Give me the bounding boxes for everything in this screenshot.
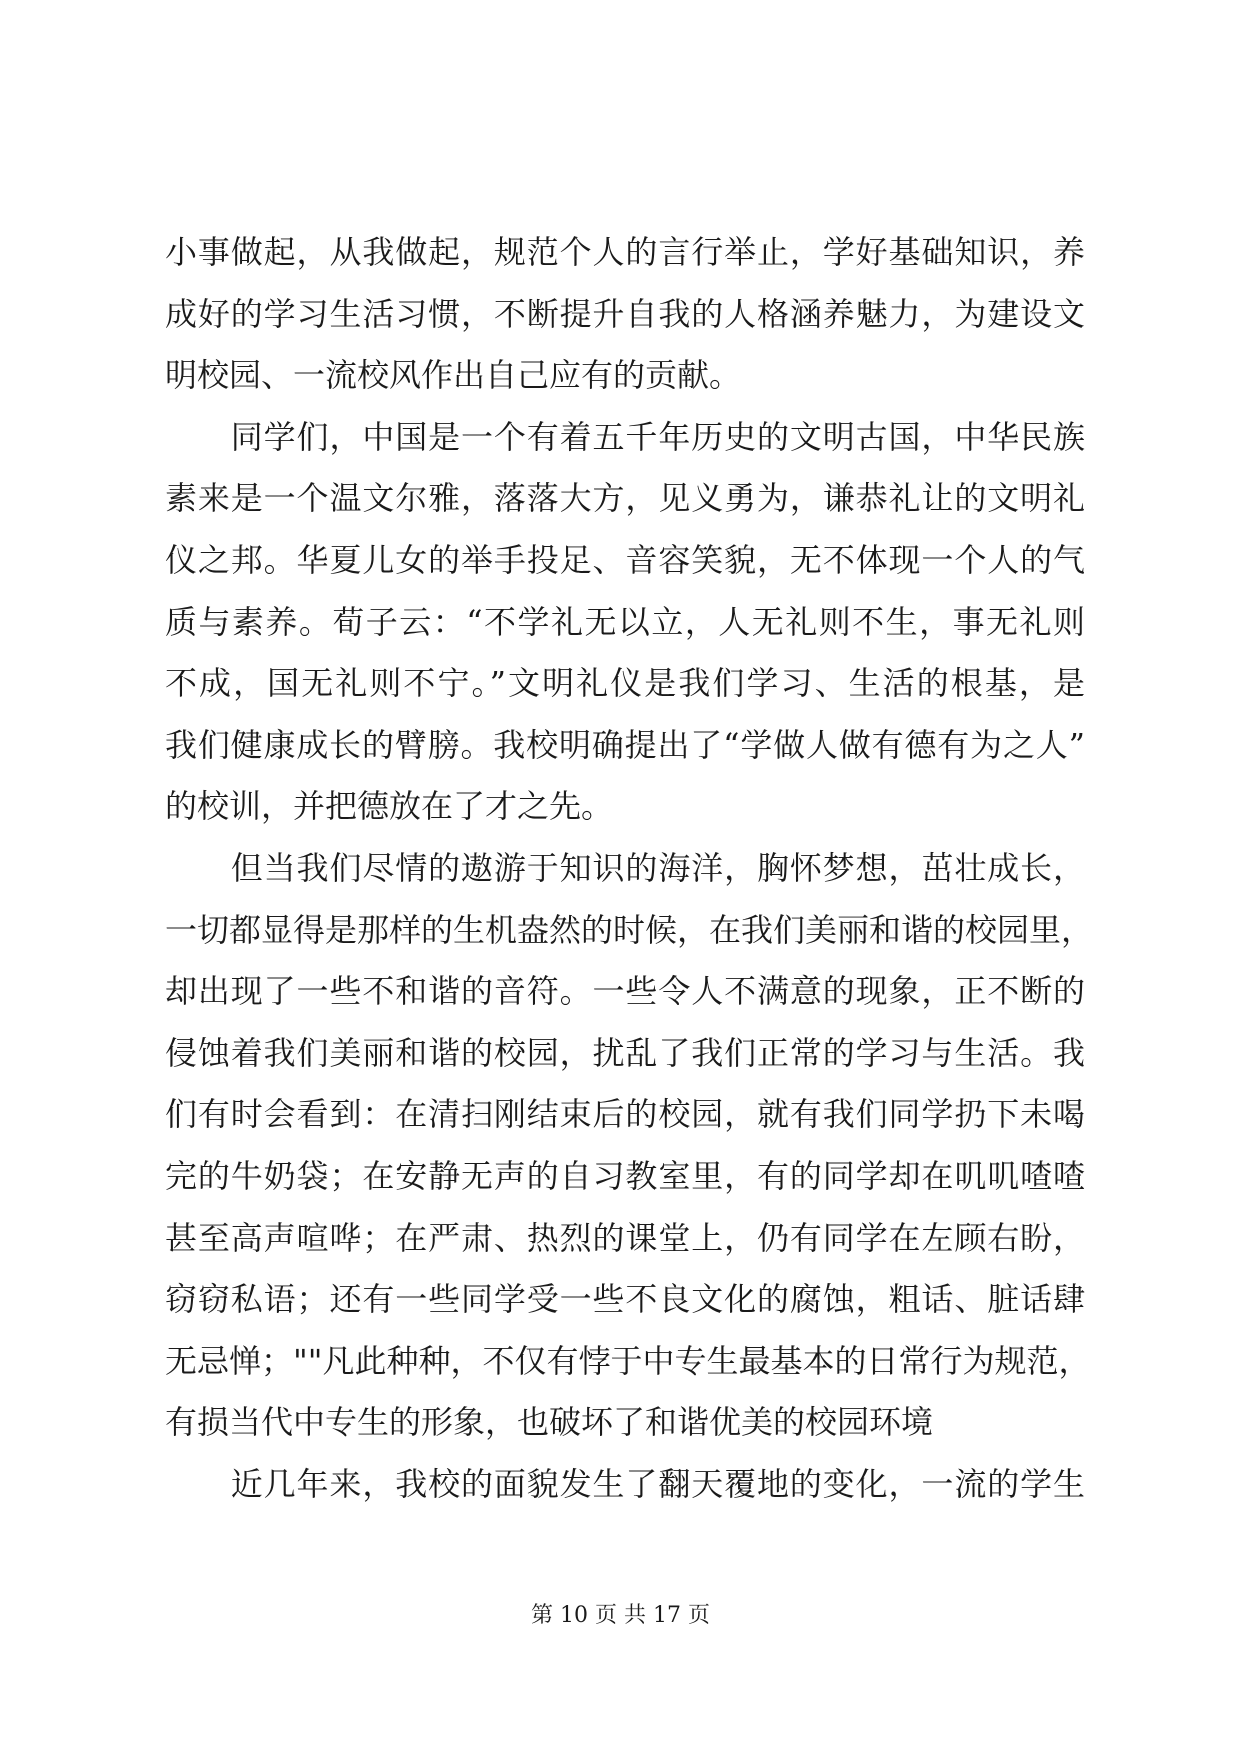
text-line: 们有时会看到：在清扫刚结束后的校园，就有我们同学扔下未喝 <box>165 1095 1085 1134</box>
text-line: 却出现了一些不和谐的音符。一些令人不满意的现象，正不断的 <box>165 972 1085 1011</box>
text-line: 明校园、一流校风作出自己应有的贡献。 <box>165 356 742 395</box>
text-line: 不成，国无礼则不宁。”文明礼仪是我们学习、生活的根基，是 <box>165 664 1085 703</box>
text-line: 窃窃私语；还有一些同学受一些不良文化的腐蚀，粗话、脏话肆 <box>165 1280 1085 1319</box>
text-line: 质与素养。荀子云：“不学礼无以立，人无礼则不生，事无礼则 <box>165 602 1085 641</box>
text-line: 我们健康成长的臂膀。我校明确提出了“学做人做有德有为之人” <box>165 725 1085 764</box>
text-line: 素来是一个温文尔雅，落落大方，见义勇为，谦恭礼让的文明礼 <box>165 479 1085 518</box>
text-line: 近几年来，我校的面貌发生了翻天覆地的变化，一流的学生 <box>165 1464 1085 1503</box>
text-line: 成好的学习生活习惯，不断提升自我的人格涵养魅力，为建设文 <box>165 294 1085 333</box>
text-line: 有损当代中专生的形象，也破坏了和谐优美的校园环境 <box>165 1403 934 1442</box>
text-line: 的校训，并把德放在了才之先。 <box>165 787 614 826</box>
text-line: 但当我们尽情的遨游于知识的海洋，胸怀梦想，茁壮成长， <box>165 848 1085 887</box>
text-line: 甚至高声喧哗；在严肃、热烈的课堂上，仍有同学在左顾右盼， <box>165 1218 1085 1257</box>
text-line: 无忌惮；""凡此种种，不仅有悖于中专生最基本的日常行为规范， <box>165 1341 1091 1380</box>
document-body <box>165 222 1094 1515</box>
text-line: 一切都显得是那样的生机盎然的时候，在我们美丽和谐的校园里， <box>165 910 1094 949</box>
text-line: 小事做起，从我做起，规范个人的言行举止，学好基础知识，养 <box>165 233 1085 271</box>
text-line: 仪之邦。华夏儿女的举手投足、音容笑貌，无不体现一个人的气 <box>165 540 1085 579</box>
text-line: 同学们，中国是一个有着五千年历史的文明古国，中华民族 <box>165 417 1085 456</box>
text-line: 完的牛奶袋；在安静无声的自习教室里，有的同学却在叽叽喳喳 <box>165 1156 1085 1195</box>
text-line: 侵蚀着我们美丽和谐的校园，扰乱了我们正常的学习与生活。我 <box>165 1033 1085 1072</box>
page-footer: 第 10 页 共 17 页 <box>531 1603 710 1628</box>
